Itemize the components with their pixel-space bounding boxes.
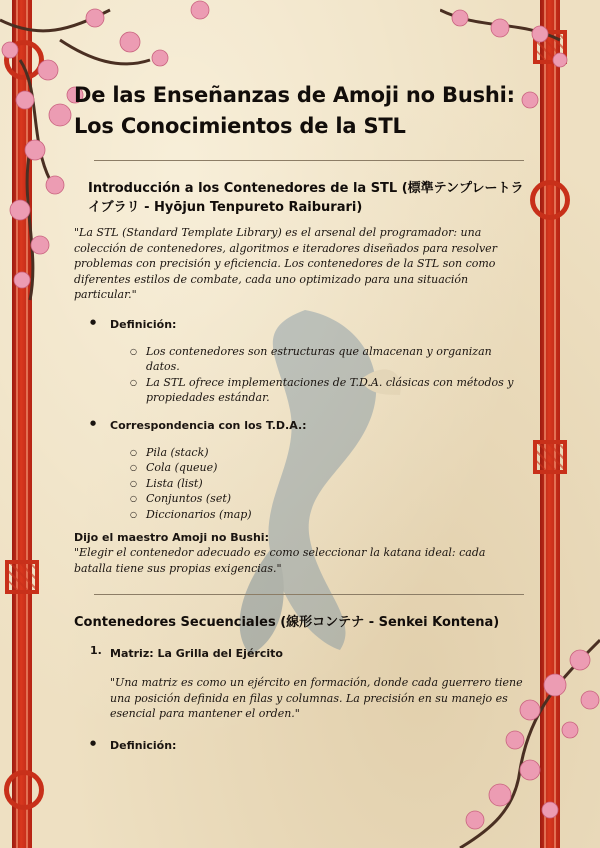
document-content <box>74 80 526 755</box>
definition-sublist <box>110 344 526 406</box>
section-heading-intro: Introducción a los Contenedores de la STL (標準テンプレートライブラリ - Hyōjun Tenpureto Raiburari) <box>88 181 524 215</box>
correspondence-sublist <box>110 445 526 523</box>
matrix-quote: "Una matriz es como un ejército en formación, donde cada guerrero tiene una posición definida en filas y columnas. La precisión en su manejo es esencial para mantener el orden." <box>110 676 523 720</box>
divider <box>94 594 524 595</box>
list-item: ○ Cola (queue) <box>110 460 526 476</box>
right-border-ornament <box>530 180 570 220</box>
intro-list <box>74 313 526 523</box>
sequential-list <box>74 642 526 663</box>
list-item-correspondence <box>74 414 526 523</box>
matrix-list <box>74 734 526 755</box>
intro-quote: "La STL (Standard Template Library) es el arsenal del programador: una colección de contenedores, algoritmos e iteradores diseñados para resolver problemas con precisión y eficiencia. Los contenedores de la STL son como diferentes estilos de combate, cada uno optimizado para una situación particular." <box>74 226 497 301</box>
divider <box>94 160 524 161</box>
left-border-ornament <box>4 770 44 810</box>
master-quote: "Elegir el contenedor adecuado es como seleccionar la katana ideal: cada batalla tiene sus propias exigencias." <box>74 546 486 575</box>
list-number: 1. <box>90 644 102 657</box>
list-item: ○ Pila (stack) <box>110 445 526 461</box>
section-heading-sequential: Contenedores Secuenciales (線形コンテナ - Senkei Kontena) <box>74 615 500 630</box>
list-item: ○ La STL ofrece implementaciones de T.D.A. clásicas con métodos y propiedades estándar. <box>110 375 526 406</box>
list-item-definition <box>74 734 526 755</box>
list-item: ○ Lista (list) <box>110 476 526 492</box>
list-item-matrix <box>74 642 526 663</box>
master-label: Dijo el maestro Amoji no Bushi: <box>74 531 269 544</box>
list-item: ○ Los contenedores son estructuras que almacenan y organizan datos. <box>110 344 526 375</box>
matrix-label: Matriz: La Grilla del Ejército <box>110 647 283 660</box>
list-item: ○ Conjuntos (set) <box>110 491 526 507</box>
page-title: De las Enseñanzas de Amoji no Bushi: Los Conocimientos de la STL <box>74 83 515 138</box>
correspondence-label: Correspondencia con los T.D.A.: <box>110 418 307 432</box>
left-knot-ornament <box>5 560 39 594</box>
list-item: ○ Diccionarios (map) <box>110 507 526 523</box>
definition-label: Definición: <box>110 317 177 331</box>
definition-label: Definición: <box>110 738 177 752</box>
right-knot-ornament <box>533 440 567 474</box>
list-item-definition <box>74 313 526 406</box>
